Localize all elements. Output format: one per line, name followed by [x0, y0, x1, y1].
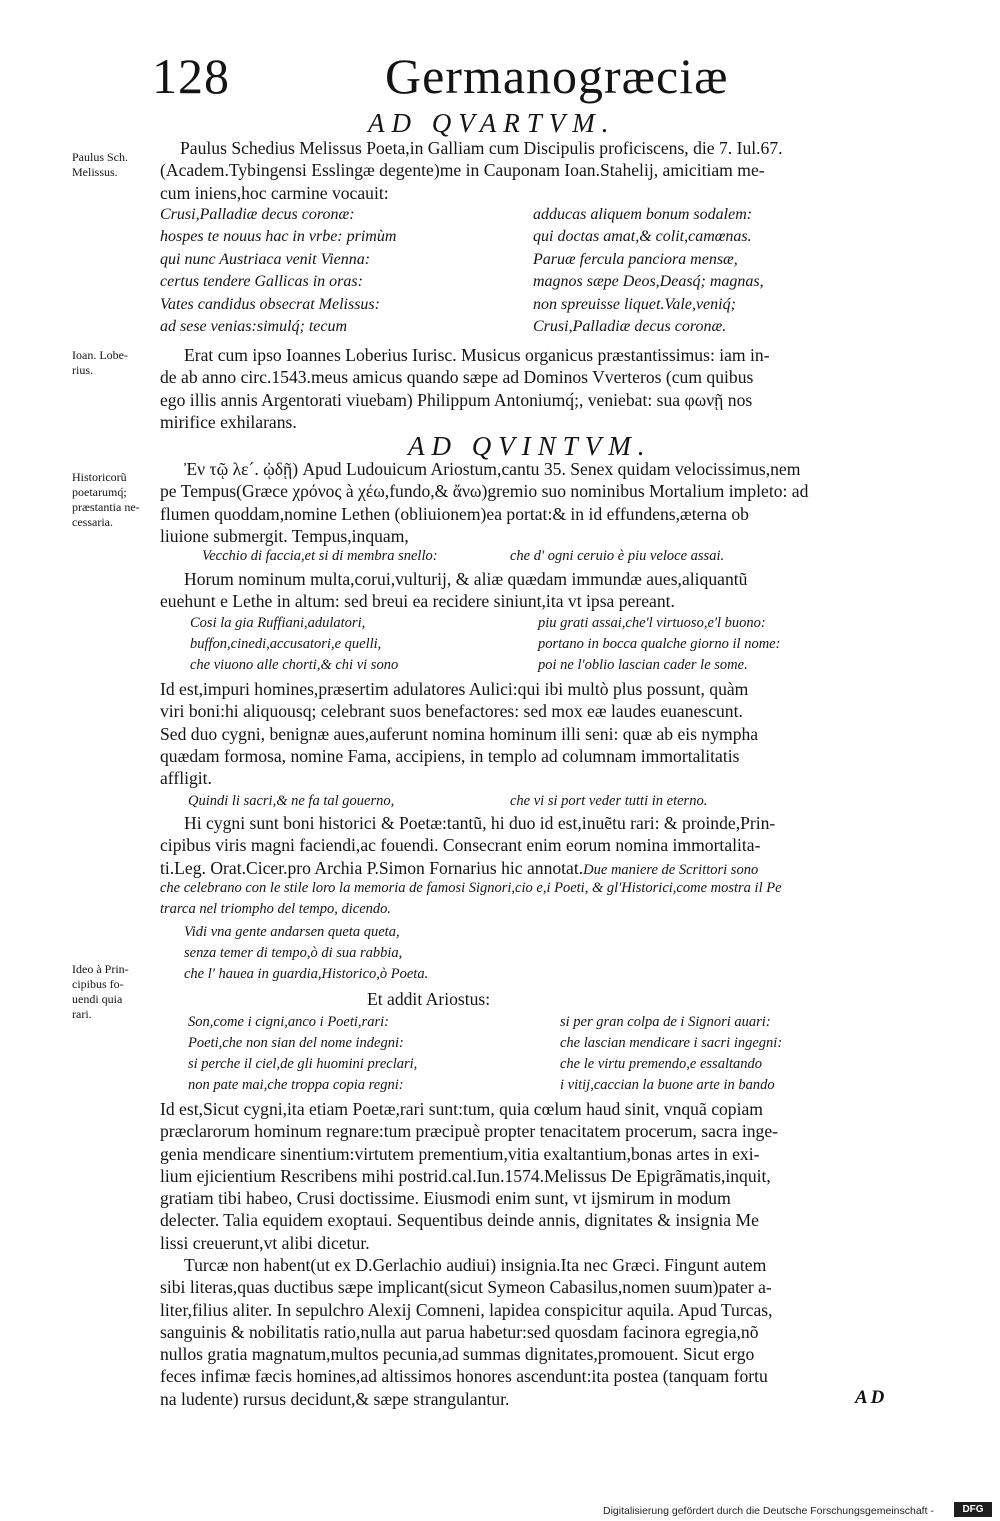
text-line: sanguinis & nobilitatis ratio,nulla aut parua habetur:sed quosdam facinora egregia,nõ: [160, 1321, 759, 1342]
verse-line: adducas aliquem bonum sodalem:: [533, 206, 753, 223]
text-line: liuione submergit. Tempus,inquam,: [160, 525, 409, 546]
verse-line: ad sese venias:simulq́; tecum: [160, 318, 348, 336]
poem-petrarca: [184, 922, 428, 985]
verse-line: poi ne l'oblio lascian cader le some.: [538, 657, 748, 673]
text-line: genia mendicare sinentium:virtutem prementium,vitia exaltantium,bonas artes in exi-: [160, 1143, 760, 1164]
text-line: mirifice exhilarans.: [160, 411, 297, 432]
text-line: cipibus viris magni faciendi,ac fouendi. Consecrant enim eorum nomina immortalita-: [160, 835, 761, 856]
margin-note-line: cipibus fo-: [72, 977, 124, 991]
text-line: Ἐν τῷ λε´. ᾠδῇ) Apud Ludouicum Ariostum,cantu 35. Senex quidam velocissimus,nem: [184, 459, 801, 479]
text-line: nullos gratia magnatum,multos pecunia,ad summas dignitates,promouent. Sicut ergo: [160, 1344, 755, 1365]
text-line: viri boni:hi aliquousq; celebrant suos benefactores: sed mox eæ laudes euanescunt.: [160, 701, 743, 722]
margin-note-line: uendi quia: [72, 992, 123, 1006]
margin-note-line: Paulus Sch.: [72, 150, 129, 164]
text-line: Sed duo cygni, benignæ aues,auferunt nomina hominum illi seni: quæ ab eis nympha: [160, 723, 759, 744]
verse-line: certus tendere Gallicas in oras:: [160, 273, 363, 291]
text-segment: Due maniere de Scrittori sono: [583, 861, 759, 878]
verse-line: hospes te nouus hac in vrbe: primùm: [160, 228, 397, 246]
catchword: AD: [855, 1387, 888, 1408]
margin-note-line: poetarumq́;: [72, 485, 127, 499]
poem-ruffiani-right: [538, 613, 780, 676]
text-line: flumen quoddam,nomine Lethen (obliuionem)ea portat:& in id effundens,æterna ob: [160, 503, 749, 524]
margin-note-line: cessaria.: [72, 515, 113, 529]
verse-line: qui doctas amat,& colit,camœnas.: [533, 228, 752, 246]
verse-quindi-left: Quindi li sacri,& ne fa tal gouerno,: [188, 793, 395, 809]
page-number: 128: [152, 48, 230, 104]
verse-line: piu grati assai,che'l virtuoso,e'l buono:: [538, 615, 766, 631]
verse-line: senza temer di tempo,ò di sua rabbia,: [184, 945, 403, 961]
margin-note-line: rius.: [72, 363, 93, 377]
text-line: affligit.: [160, 768, 212, 789]
paragraph-corui: [160, 568, 747, 613]
verse-line: Vates candidus obsecrat Melissus:: [160, 295, 380, 313]
text-line: na ludente) rursus decidunt,& sæpe strangulantur.: [160, 1388, 510, 1409]
text-line: pe Tempus(Græce χρόνος à χέω,fundo,& ἄνω)gremio suo nominibus Mortalium impleto: ad: [160, 481, 809, 502]
verse-line: Son,come i cigni,anco i Poeti,rari:: [188, 1014, 389, 1030]
paragraph-ariostus-tempus: [160, 458, 808, 547]
verse-line: non pate mai,che troppa copia regni:: [188, 1077, 404, 1093]
text-line: Erat cum ipso Ioannes Loberius Iurisc. Musicus organicus præstantissimus: iam in-: [184, 345, 770, 365]
text-line: Turcæ non habent(ut ex D.Gerlachio audiui) insignia.Ita nec Græci. Fingunt autem: [184, 1255, 767, 1275]
text-line: lium ejicientium Rescribens mihi postrid.cal.Iun.1574.Melissus De Epigrãmatis,inquit,: [160, 1165, 771, 1186]
verse-line: Vidi vna gente andarsen queta queta,: [184, 924, 400, 940]
text-line: che celebrano con le stile loro la memoria de famosi Signori,cio e,i Poeti, & gl'Historici,come mostra il Pe: [160, 880, 782, 896]
poem-melissus-left: [160, 204, 396, 338]
text-segment: ti.Leg. Orat.Cicer.pro Archia P.Simon Fornarius hic annotat.: [160, 857, 584, 878]
paragraph-cygni: [160, 812, 775, 881]
verse-line: i vitij,caccian la buone arte in bando: [560, 1077, 775, 1093]
verse-line: Crusi,Palladiæ decus coronæ.: [533, 318, 727, 336]
margin-note-ideo: [72, 962, 152, 1022]
verse-vecchio-left: Vecchio di faccia,et si di membra snello:: [202, 548, 438, 564]
margin-note-line: præstantia ne-: [72, 500, 140, 514]
paragraph-fornarius-italic: [160, 878, 782, 920]
text-line: (Academ.Tybingensi Esslingæ degente)me in Cauponam Ioan.Stahelij, amicitiam me-: [160, 160, 765, 181]
text-line: Id est,impuri homines,præsertim adulatores Aulici:qui ibi multò plus possunt, quàm: [160, 679, 749, 699]
margin-note-line: Melissus.: [72, 165, 118, 179]
verse-line: che le virtu premendo,e essaltando: [560, 1056, 763, 1072]
verse-line: magnos sæpe Deos,Deasq́; magnas,: [533, 273, 764, 291]
text-line: ego illis annis Argentorati viuebam) Philippum Antoniumq́;, veniebat: sua φωνῇ nos: [160, 389, 753, 410]
text-line: Paulus Schedius Melissus Poeta,in Galliam cum Discipulis proficiscens, die 7. Iul.67.: [180, 138, 783, 158]
text-line: præclarorum hominum regnare:tum præcipuè propter tenacitatem procerum, sacra inge-: [160, 1121, 778, 1142]
verse-quindi-right: che vi si port veder tutti in eterno.: [510, 793, 708, 809]
paragraph-turcae: [160, 1254, 773, 1410]
paragraph-melissus: [160, 137, 783, 204]
text-line: lissi creuerunt,vt alibi dicetur.: [160, 1232, 370, 1253]
text-line: liter,filius aliter. In sepulchro Alexij Comneni, lapidea conspicitur aquila. Apud Turcas,: [160, 1299, 773, 1320]
verse-line: non spreuisse liquet.Vale,veniq́;: [533, 295, 736, 313]
margin-note-melissus: [72, 150, 152, 180]
text-line: cum iniens,hoc carmine vocauit:: [160, 182, 389, 203]
heading-ad-quartum: AD QVARTVM.: [368, 108, 616, 138]
paragraph-loberius: [160, 344, 770, 433]
verse-line: che l' hauea in guardia,Historico,ò Poeta.: [184, 966, 429, 982]
verse-line: che lascian mendicare i sacri ingegni:: [560, 1035, 783, 1051]
verse-line: portano in bocca qualche giorno il nome:: [538, 636, 781, 652]
margin-note-line: rari.: [72, 1007, 92, 1021]
verse-line: Poeti,che non sian del nome indegni:: [188, 1035, 404, 1051]
verse-line: buffon,cinedi,accusatori,e quelli,: [190, 636, 382, 652]
poem-ariostus-right: [560, 1012, 782, 1096]
digitization-credit: Digitalisierung gefördert durch die Deutsche Forschungsgemeinschaft -: [603, 1505, 934, 1517]
heading-ad-quintum: AD QVINTVM.: [408, 431, 652, 461]
poem-ruffiani-left: [190, 613, 398, 676]
verse-line: si perche il ciel,de gli huomini preclari,: [188, 1056, 418, 1072]
text-line: trarca nel triompho del tempo, dicendo.: [160, 901, 392, 917]
text-line: delecter. Talia equidem exoptaui. Sequentibus deinde annis, dignitates & insignia Me: [160, 1210, 759, 1231]
verse-line: qui nunc Austriaca venit Vienna:: [160, 250, 371, 268]
text-line: Hi cygni sunt boni historici & Poetæ:tantũ, hi duo id est,inuẽtu rari: & proinde,Prin-: [184, 813, 776, 833]
margin-note-line: Ioan. Lobe-: [72, 348, 128, 362]
text-line: feces infimæ fæcis homines,ad altissimos honores ascendunt:ita postea (tanquam fortu: [160, 1366, 768, 1387]
margin-note-line: Historicorũ: [72, 470, 127, 484]
dfg-logo: DFG: [954, 1502, 992, 1517]
verse-line: Cosi la gia Ruffiani,adulatori,: [190, 615, 366, 631]
verse-vecchio-right: che d' ogni ceruio è piu veloce assai.: [510, 548, 725, 564]
running-title: Germanogræciæ: [385, 48, 729, 104]
paragraph-impuri: [160, 678, 758, 789]
poem-melissus-right: [533, 204, 764, 338]
verse-line: si per gran colpa de i Signori auari:: [560, 1014, 771, 1030]
text-line: de ab anno circ.1543.meus amicus quando sæpe ad Dominos Vverteros (cum quibus: [160, 367, 754, 388]
text-line: sibi literas,quas ductibus sæpe implicant(sicut Symeon Cabasilus,nomen suum)pater a-: [160, 1277, 772, 1298]
text-line: Horum nominum multa,corui,vulturij, & aliæ quædam immundæ aues,aliquantũ: [184, 569, 748, 589]
margin-note-historicorum: [72, 470, 152, 530]
text-line: gratiam tibi habeo, Crusi doctissime. Eiusmodi enim sunt, vt ijsmirum in modum: [160, 1188, 731, 1209]
poem-ariostus-left: [188, 1012, 417, 1096]
text-line: Id est,Sicut cygni,ita etiam Poetæ,rari sunt:tum, quia cœlum haud sinit, vnquã copiam: [160, 1099, 763, 1119]
text-line: quædam formosa, nomine Fama, accipiens, in templo ad columnam immortalitatis: [160, 745, 740, 766]
verse-line: Paruæ fercula panciora mensæ,: [533, 250, 738, 268]
margin-note-line: Ideo à Prin-: [72, 962, 129, 976]
paragraph-poetae-rari: [160, 1098, 778, 1254]
verse-line: che viuono alle chorti,& chi vi sono: [190, 657, 399, 673]
verse-line: Crusi,Palladiæ decus coronæ:: [160, 206, 355, 223]
margin-note-loberius: [72, 348, 152, 378]
et-addit-line: Et addit Ariostus:: [367, 989, 491, 1009]
text-line: euehunt e Lethe in altum: sed breui ea recidere siniunt,ita vt ipsa pereant.: [160, 591, 675, 612]
